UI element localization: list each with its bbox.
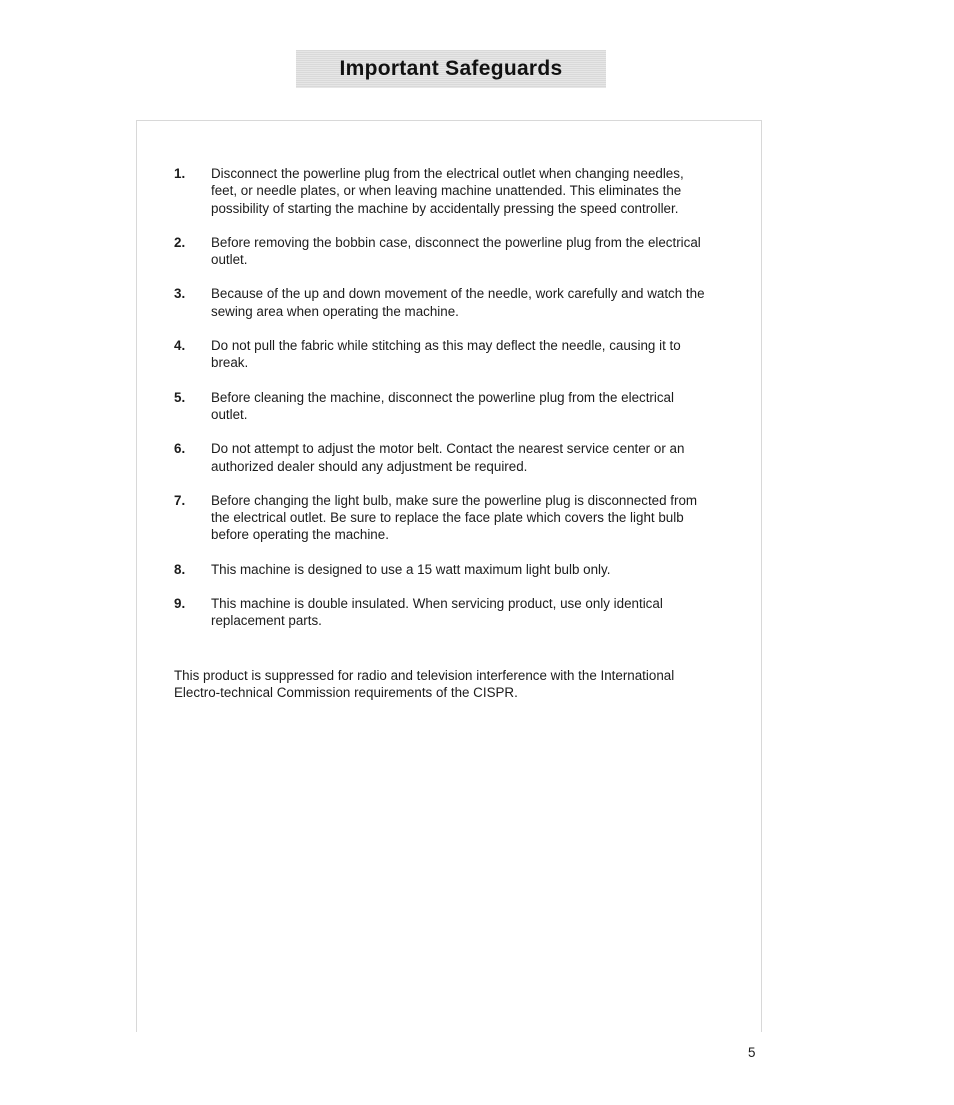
- item-number: 3.: [174, 286, 186, 302]
- item-text: Before changing the light bulb, make sure the powerline plug is disconnected from the electrical outlet. Be sure to replace the face plate which covers the light bulb before operating the machine.: [211, 492, 698, 543]
- list-item: [174, 492, 712, 544]
- item-text: This machine is double insulated. When servicing product, use only identical replacement parts.: [211, 596, 663, 629]
- list-item: [174, 440, 712, 475]
- item-number: 4.: [174, 338, 186, 354]
- item-text: Before removing the bobbin case, disconnect the powerline plug from the electrical outlet.: [211, 234, 701, 268]
- list-item: [174, 285, 712, 320]
- title-banner: [296, 50, 606, 88]
- list-item: [174, 561, 712, 578]
- item-text: This machine is designed to use a 15 watt maximum light bulb only.: [211, 561, 611, 577]
- list-item: [174, 595, 712, 630]
- item-number: 5.: [174, 389, 186, 405]
- item-number: 7.: [174, 492, 186, 508]
- item-text: Do not attempt to adjust the motor belt. Contact the nearest service center or an authorized dealer should any adjustment be required.: [211, 441, 685, 474]
- item-text: Before cleaning the machine, disconnect the powerline plug from the electrical outlet.: [211, 389, 674, 422]
- suppression-notice: This product is suppressed for radio and television interference with the International Electro-technical Commission requirements of the CISPR.: [174, 668, 675, 701]
- list-item: [174, 234, 712, 269]
- list-item: [174, 165, 712, 217]
- item-number: 6.: [174, 441, 186, 457]
- list-item: [174, 337, 712, 372]
- item-number: 9.: [174, 596, 186, 612]
- item-number: 1.: [174, 166, 186, 181]
- item-text: Do not pull the fabric while stitching as this may deflect the needle, causing it to break.: [211, 338, 681, 371]
- page-title: Important Safeguards: [339, 57, 563, 80]
- item-text: Because of the up and down movement of the needle, work carefully and watch the sewing area when operating the machine.: [211, 286, 705, 319]
- item-number: 8.: [174, 561, 186, 577]
- safeguards-list: [174, 165, 712, 647]
- list-item: [174, 389, 712, 424]
- page-number: 5: [748, 1045, 756, 1060]
- item-text: Disconnect the powerline plug from the electrical outlet when changing needles, feet, or needle plates, or when leaving machine unattended. This eliminates the possibility of starting the machine by accidentally pressing the speed controller.: [211, 166, 684, 216]
- item-number: 2.: [174, 234, 186, 250]
